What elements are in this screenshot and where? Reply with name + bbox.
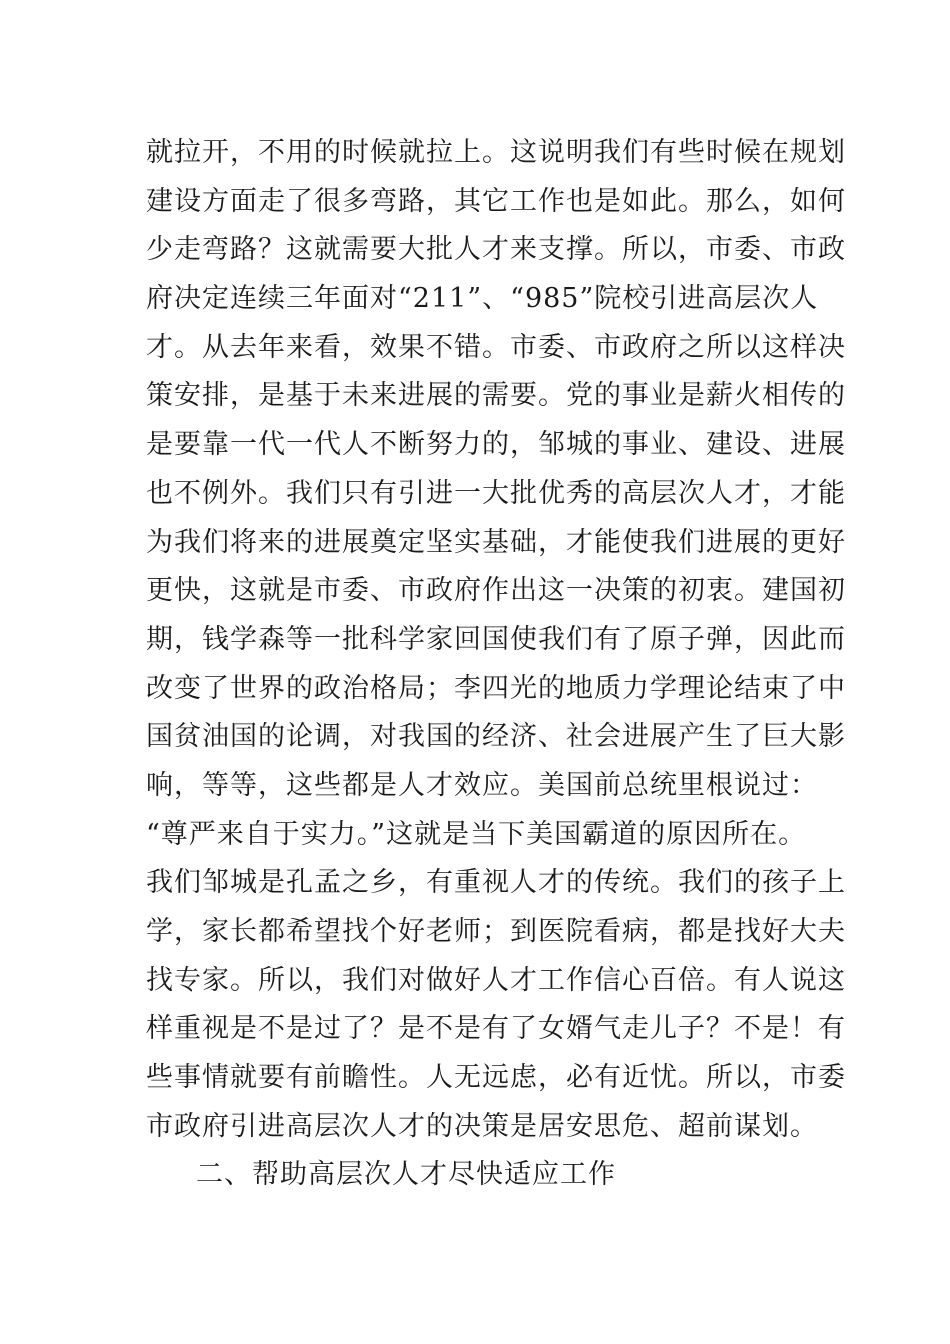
- body-line-18: 找专家。所以，我们对做好人才工作信心百倍。有人说这: [146, 964, 846, 996]
- section-heading: 二、帮助高层次人才尽快适应工作: [196, 1159, 616, 1191]
- body-line-19: 样重视是不是过了？是不是有了女婿气走儿子？不是！有: [146, 1013, 846, 1045]
- body-line-6: 策安排，是基于未来进展的需要。党的事业是薪火相传的: [146, 380, 846, 412]
- body-line-5: 才。从去年来看，效果不错。市委、市政府之所以这样决: [146, 331, 846, 363]
- body-line-11: 期，钱学森等一批科学家回国使我们有了原子弹，因此而: [146, 623, 846, 655]
- body-line-9: 为我们将来的进展奠定坚实基础，才能使我们进展的更好: [146, 526, 846, 558]
- body-line-7: 是要靠一代一代人不断努力的，邹城的事业、建设、进展: [146, 429, 846, 461]
- body-line-12: 改变了世界的政治格局；李四光的地质力学理论结束了中: [146, 672, 846, 704]
- body-line-15: “尊严来自于实力。”这就是当下美国霸道的原因所在。: [146, 818, 807, 850]
- body-line-2: 建设方面走了很多弯路，其它工作也是如此。那么，如何: [146, 185, 846, 217]
- body-line-14: 响，等等，这些都是人才效应。美国前总统里根说过：: [146, 769, 818, 801]
- body-line-10: 更快，这就是市委、市政府作出这一决策的初衷。建国初: [146, 575, 846, 607]
- body-line-21: 市政府引进高层次人才的决策是居安思危、超前谋划。: [146, 1110, 818, 1142]
- body-line-3: 少走弯路？这就需要大批人才来支撑。所以，市委、市政: [146, 234, 846, 266]
- body-line-4: 府决定连续三年面对“211”、“985”院校引进高层次人: [146, 283, 819, 315]
- body-line-16: 我们邹城是孔孟之乡，有重视人才的传统。我们的孩子上: [146, 867, 846, 899]
- body-line-20: 些事情就要有前瞻性。人无远虑，必有近忧。所以，市委: [146, 1062, 846, 1094]
- body-line-1: 就拉开，不用的时候就拉上。这说明我们有些时候在规划: [146, 137, 846, 168]
- body-line-17: 学，家长都希望找个好老师；到医院看病，都是找好大夫: [146, 916, 846, 947]
- body-line-13: 国贫油国的论调，对我国的经济、社会进展产生了巨大影: [146, 721, 846, 753]
- body-line-8: 也不例外。我们只有引进一大批优秀的高层次人才，才能: [146, 477, 846, 509]
- document-body: [146, 129, 846, 1200]
